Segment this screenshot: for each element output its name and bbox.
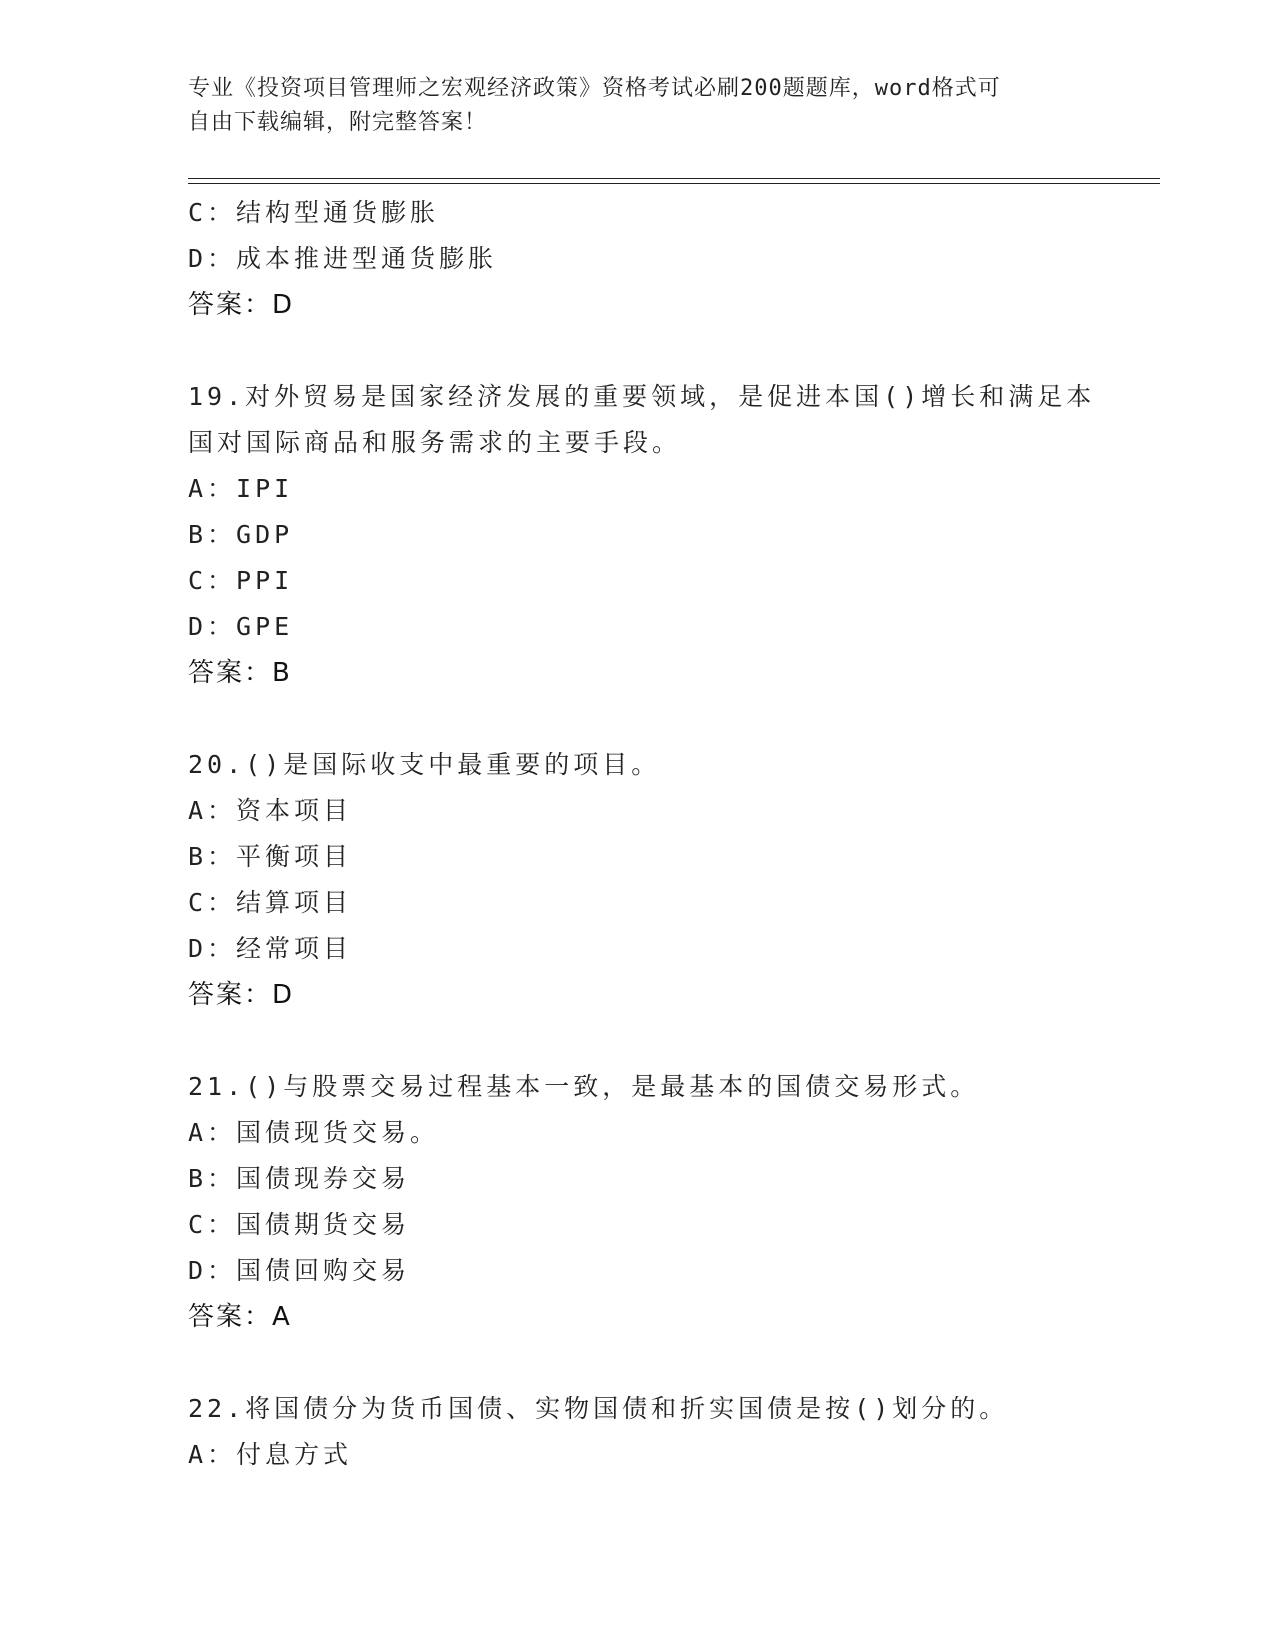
question-stem: 20.()是国际收支中最重要的项目。 <box>188 750 661 779</box>
option-d: D：国债回购交易 <box>188 1256 411 1285</box>
question-stem: 19.对外贸易是国家经济发展的重要领域，是促进本国()增长和满足本 <box>188 382 1096 411</box>
question-21 <box>188 1064 1148 1340</box>
option-b: B：GDP <box>188 520 294 549</box>
answer-line: 答案：A <box>188 1302 292 1332</box>
answer-line: 答案：D <box>188 290 295 320</box>
option-b: B：平衡项目 <box>188 842 353 871</box>
question-19 <box>188 374 1148 696</box>
question-stem: 21.()与股票交易过程基本一致，是最基本的国债交易形式。 <box>188 1072 980 1101</box>
option-d: D：经常项目 <box>188 934 353 963</box>
option-c: C：国债期货交易 <box>188 1210 411 1239</box>
header-line-2: 自由下载编辑，附完整答案！ <box>188 110 488 135</box>
question-22 <box>188 1386 1148 1478</box>
question-list <box>188 190 1148 1478</box>
option-c: C：结算项目 <box>188 888 353 917</box>
document-header <box>188 72 1088 140</box>
option-a: A：IPI <box>188 474 294 503</box>
header-rule-top <box>188 178 1160 179</box>
option-c: C：PPI <box>188 566 294 595</box>
option-a: A：资本项目 <box>188 796 353 825</box>
question-20 <box>188 742 1148 1018</box>
option-b: B：国债现券交易 <box>188 1164 411 1193</box>
header-rule-bottom <box>188 183 1160 184</box>
previous-question-tail <box>188 190 1148 328</box>
question-stem: 国对国际商品和服务需求的主要手段。 <box>188 428 682 457</box>
option-a: A：付息方式 <box>188 1440 353 1469</box>
option-c: C：结构型通货膨胀 <box>188 198 440 227</box>
option-a: A：国债现货交易。 <box>188 1118 440 1147</box>
header-line-1: 专业《投资项目管理师之宏观经济政策》资格考试必刷200题题库，word格式可 <box>188 76 1001 101</box>
option-d: D：GPE <box>188 612 294 641</box>
option-d: D：成本推进型通货膨胀 <box>188 244 498 273</box>
answer-line: 答案：B <box>188 658 292 688</box>
answer-line: 答案：D <box>188 980 295 1010</box>
question-stem: 22.将国债分为货币国债、实物国债和折实国债是按()划分的。 <box>188 1394 1009 1423</box>
